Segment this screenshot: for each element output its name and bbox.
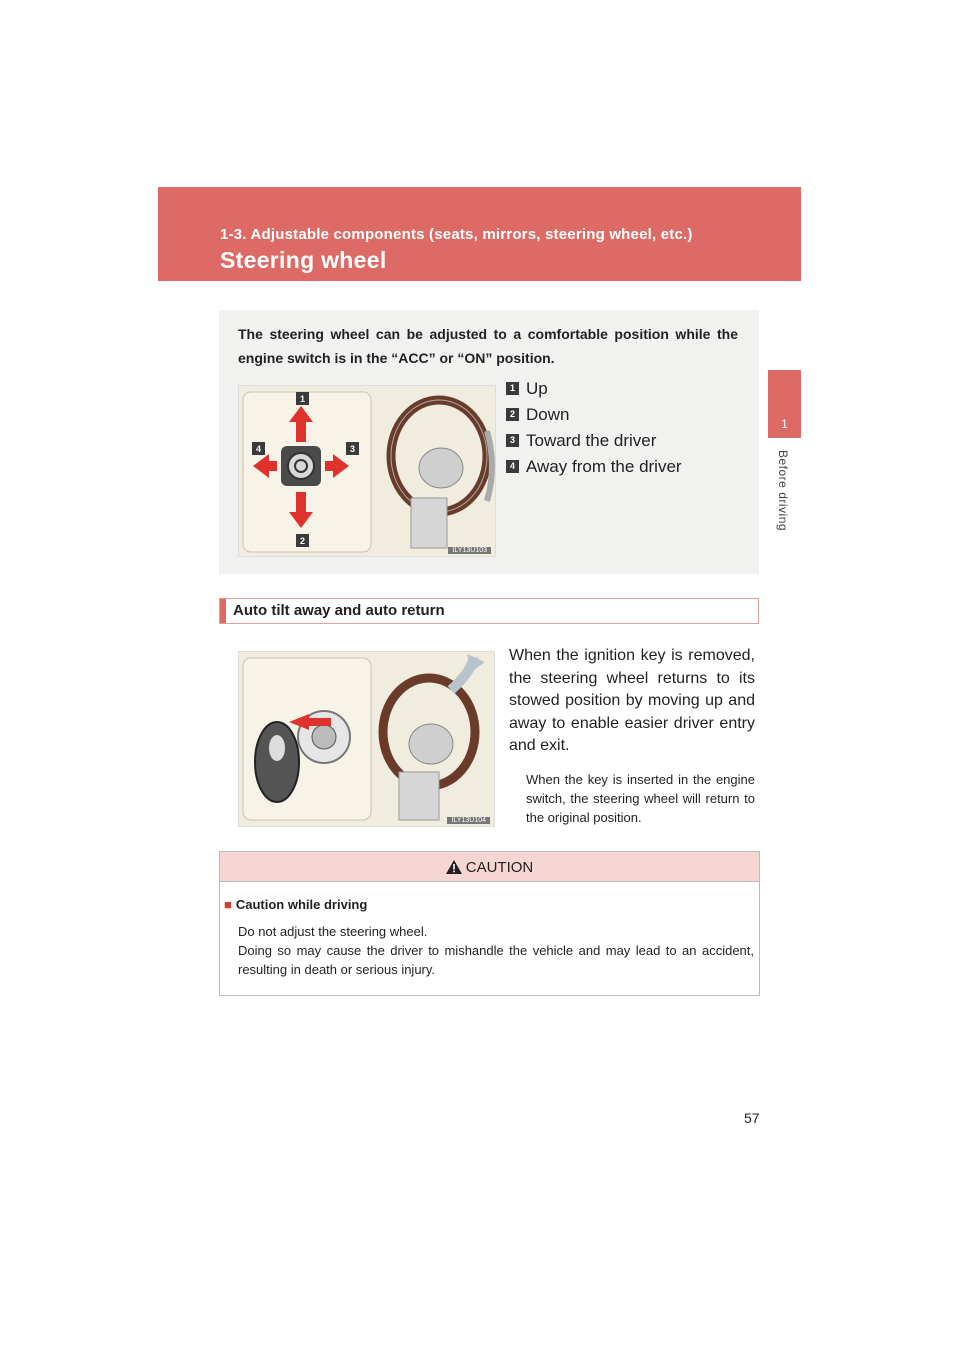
caution-body (238, 922, 754, 979)
caution-title-text: Caution while driving (235, 897, 368, 912)
list-item (506, 454, 682, 480)
direction-label: Up (526, 379, 548, 398)
caution-title (224, 897, 367, 912)
steering-adjust-figure (238, 385, 496, 557)
caution-heading (220, 859, 759, 876)
caution-label: CAUTION (465, 859, 534, 876)
direction-label: Down (526, 405, 570, 424)
number-badge: 2 (506, 408, 519, 421)
subsection-title: Auto tilt away and auto return (233, 602, 445, 619)
auto-return-note: When the key is inserted in the engine switch, the steering wheel will return to the original position. (526, 772, 755, 825)
chapter-tab-label: Before driving (776, 450, 790, 532)
auto-tilt-illustration (239, 652, 494, 826)
bullet-square-icon: ■ (224, 897, 232, 912)
list-item (506, 428, 682, 454)
auto-tilt-figure (238, 651, 495, 827)
chapter-tab-number: 1 (781, 417, 788, 431)
warning-icon (446, 860, 462, 874)
intro-text: The steering wheel can be adjusted to a comfortable position while the engine switch is in the “ACC” or “ON” position. (238, 326, 738, 366)
figure-badge-1: 1 (299, 394, 306, 404)
figure-badge-3: 3 (349, 444, 356, 454)
number-badge: 3 (506, 434, 519, 447)
steering-adjust-illustration (239, 386, 495, 556)
page-title: Steering wheel (220, 247, 387, 273)
direction-label: Toward the driver (526, 431, 657, 450)
direction-list (506, 376, 682, 480)
direction-label: Away from the driver (526, 457, 682, 476)
section-label: 1-3. Adjustable components (seats, mirrors, steering wheel, etc.) (220, 226, 693, 243)
caution-box (219, 851, 760, 996)
figure-code: ILY13U103 (448, 547, 491, 554)
list-item (506, 402, 682, 428)
figure-code: ILY13U104 (447, 817, 490, 824)
subsection-heading (219, 598, 759, 624)
chapter-tab[interactable] (768, 370, 801, 438)
auto-tilt-description: When the ignition key is removed, the steering wheel returns to its stowed position by moving up and away to enable easier driver entry and exit. (509, 647, 755, 754)
caution-line: Do not adjust the steering wheel. (238, 924, 428, 939)
number-badge: 1 (506, 382, 519, 395)
chapter-header (158, 187, 801, 281)
caution-header (220, 852, 759, 882)
number-badge: 4 (506, 460, 519, 473)
subsection-marker (220, 599, 226, 623)
figure-badge-4: 4 (255, 444, 262, 454)
page-number: 57 (744, 1110, 760, 1126)
intro-panel (219, 310, 759, 574)
figure-badge-2: 2 (299, 536, 306, 546)
caution-line: Doing so may cause the driver to mishandle the vehicle and may lead to an accident, resulting in death or serious injury. (238, 943, 754, 977)
list-item (506, 376, 682, 402)
